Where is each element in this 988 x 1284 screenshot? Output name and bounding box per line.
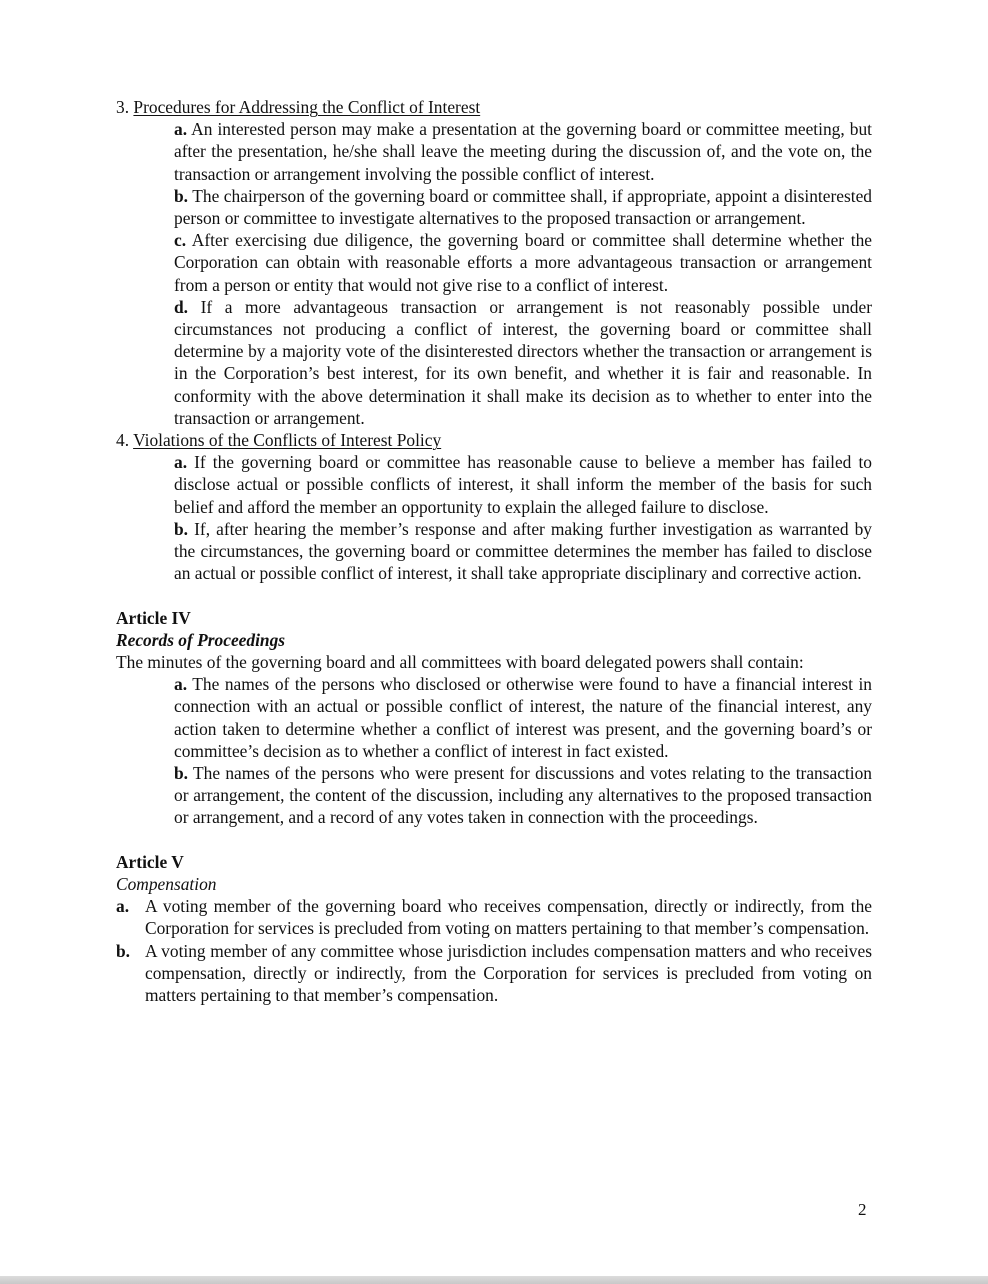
page-bottom-edge — [0, 1276, 988, 1284]
section-4-heading — [116, 429, 872, 451]
item-text: A voting member of any committee whose jurisdiction includes compensation matters and who receives compensation, directly or indirectly, from the Corporation for services is precluded from voting on matters pertaining to that member’s compensation. — [145, 940, 872, 1006]
page-number: 2 — [858, 1200, 867, 1219]
spacer — [116, 584, 872, 606]
section-3-item-b — [174, 185, 872, 229]
section-3-item-d — [174, 296, 872, 429]
section-3-heading — [116, 96, 872, 118]
item-label: a. — [174, 452, 188, 473]
item-text: After exercising due diligence, the governing board or committee shall determine whether the Corporation can obtain with reasonable efforts a more advantageous transaction or arrangement from a person or entity that would not give rise to a conflict of interest. — [174, 230, 872, 295]
article-4-item-a — [174, 673, 872, 762]
article-5-item-a — [116, 895, 872, 939]
page-content — [116, 96, 872, 1006]
item-text: If the governing board or committee has reasonable cause to believe a member has failed to disclose actual or possible conflicts of interest, it shall inform the member of the basis for such belief and afford the member an opportunity to explain the alleged failure to disclose. — [174, 452, 872, 517]
item-label: b. — [174, 185, 189, 206]
section-4-item-a — [174, 451, 872, 518]
item-text: The names of the persons who disclosed or otherwise were found to have a financial interest in connection with an actual or possible conflict of interest, the nature of the financial interest, any action taken to determine whether a conflict of interest was present, and the governing board’s or committee’s decision as to whether a conflict of interest in fact existed. — [174, 674, 872, 761]
section-4-title: Violations of the Conflicts of Interest Policy — [133, 430, 442, 451]
item-label: b. — [174, 763, 189, 784]
item-label: b. — [116, 940, 131, 961]
section-4-item-b — [174, 518, 872, 585]
item-text: If, after hearing the member’s response and after making further investigation as warranted by the circumstances, the governing board or committee determines the member has failed to disclose an actual or possible conflict of interest, it shall take appropriate disciplinary and corrective action. — [174, 518, 872, 584]
article-5-heading: Article V — [116, 851, 184, 872]
item-text: If a more advantageous transaction or arrangement is not reasonably possible under circumstances not producing a conflict of interest, the governing board or committee shall determine by a majority vote of the disinterested directors whether the transaction or arrangement is in the Corporation’s best interest, for its own benefit, and whether it is fair and reasonable. In conformity with the above determination it shall make its decision as to whether to enter into the transaction or arrangement. — [174, 296, 872, 428]
article-5-subheading: Compensation — [116, 874, 217, 895]
item-label: c. — [174, 230, 187, 251]
item-label: a. — [174, 674, 188, 695]
article-4-subheading: Records of Proceedings — [116, 629, 286, 650]
article-4-intro: The minutes of the governing board and all committees with board delegated powers shall contain: — [116, 652, 804, 673]
section-3-number: 3. — [116, 97, 130, 117]
item-text: The chairperson of the governing board or committee shall, if appropriate, appoint a disinterested person or committee to investigate alternatives to the proposed transaction or arrangement. — [174, 185, 872, 229]
spacer — [116, 829, 872, 851]
item-label: d. — [174, 296, 189, 317]
item-text: An interested person may make a presentation at the governing board or committee meeting, but after the presentation, he/she shall leave the meeting during the discussion of, and the vote on, the transaction or arrangement involving the possible conflict of interest. — [174, 119, 872, 184]
article-4-item-b — [174, 762, 872, 829]
section-3-item-a — [174, 118, 872, 185]
item-text: A voting member of the governing board who receives compensation, directly or indirectly, from the Corporation for services is precluded from voting on matters pertaining to that member’s compensation. — [145, 896, 872, 939]
section-3-title: Procedures for Addressing the Conflict of Interest — [133, 97, 481, 117]
section-4-number: 4. — [116, 430, 130, 451]
article-4-items — [174, 673, 872, 828]
section-4-items — [174, 451, 872, 584]
section-3-items — [174, 118, 872, 429]
item-label: a. — [174, 119, 188, 140]
article-5-item-b — [116, 940, 872, 1007]
item-label: a. — [116, 896, 130, 917]
item-label: b. — [174, 518, 189, 539]
article-4-heading: Article IV — [116, 607, 191, 628]
item-text: The names of the persons who were present for discussions and votes relating to the transaction or arrangement, the content of the discussion, including any alternatives to the proposed transaction or arrangement, and a record of any votes taken in connection with the proceedings. — [174, 763, 872, 828]
section-3-item-c — [174, 229, 872, 296]
